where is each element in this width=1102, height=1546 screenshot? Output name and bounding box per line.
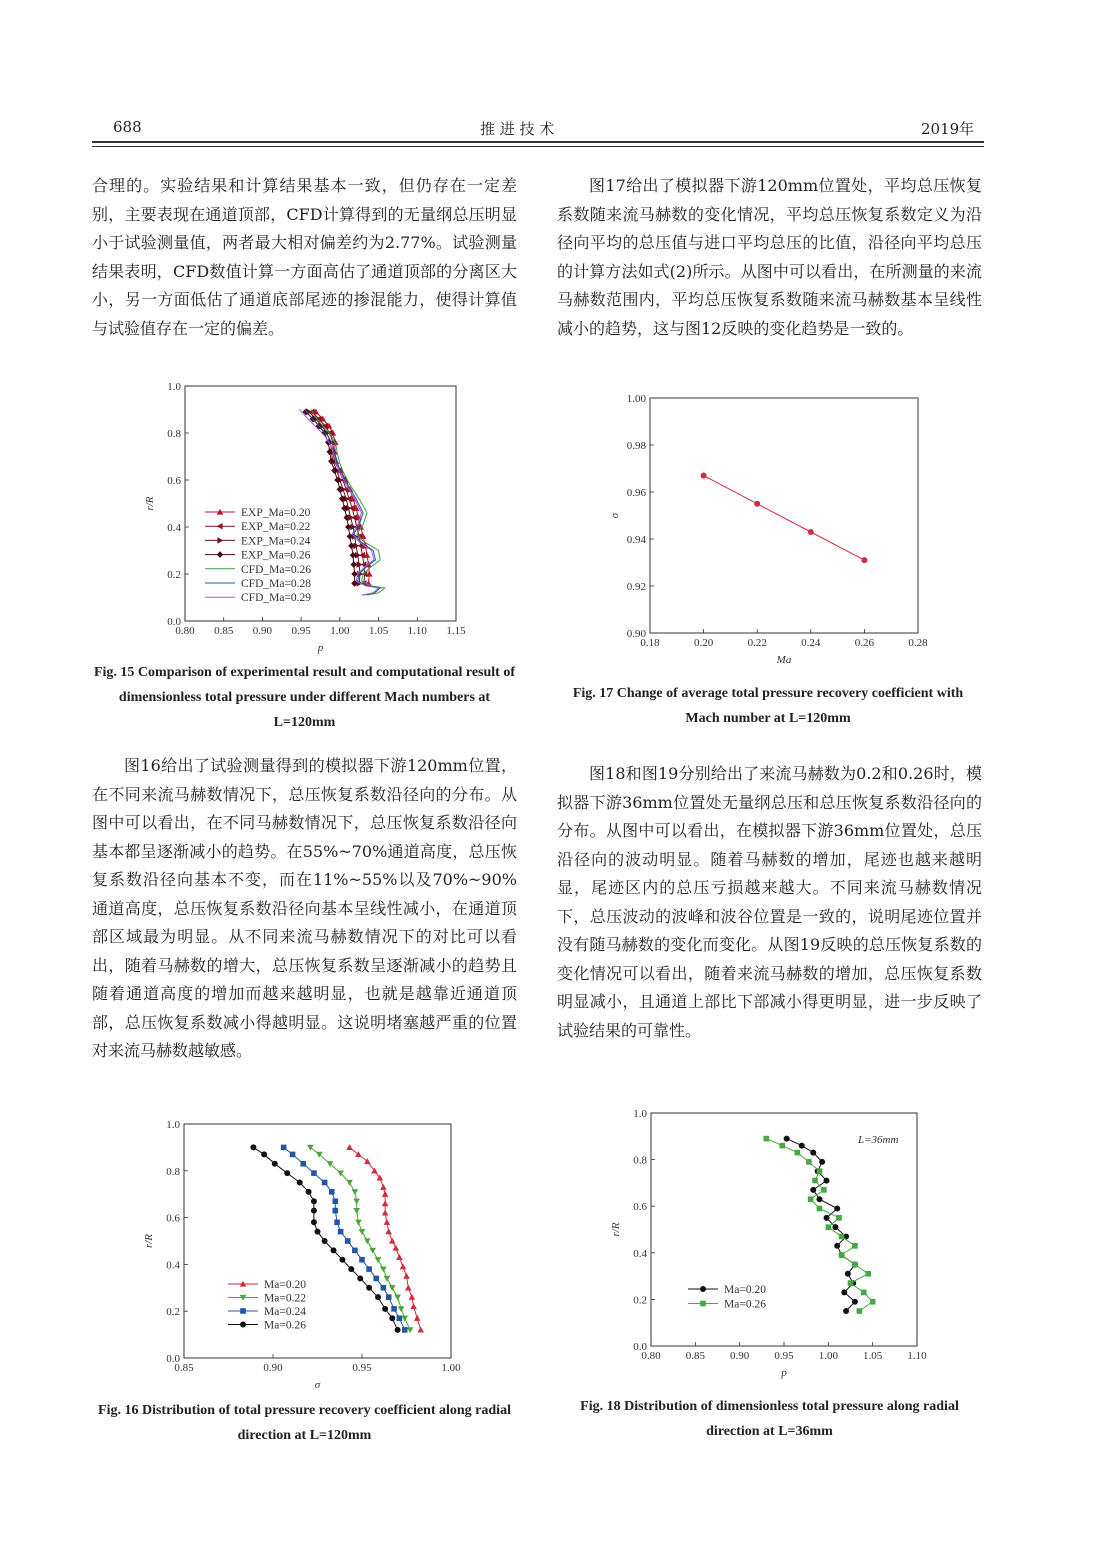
fig16-data-point [322, 1238, 328, 1244]
fig15-legend-label: CFD_Ma=0.28 [241, 578, 312, 590]
fig16-data-point [357, 1275, 363, 1281]
fig16-group [143, 1119, 461, 1391]
fig18-y-tick-label: 0.8 [633, 1154, 647, 1167]
fig16-data-point [375, 1257, 382, 1263]
fig17-y-tick-label: 0.96 [626, 487, 646, 499]
fig16-data-point [389, 1238, 396, 1244]
fig18-data-point [843, 1308, 849, 1314]
fig16-data-point [380, 1184, 387, 1190]
fig16-caption: Fig. 16 Distribution of total pressure recovery coefficient along radial direction at L=120mm [98, 1403, 511, 1443]
fig18-data-point [799, 1143, 805, 1149]
fig15-legend-marker [217, 551, 224, 558]
fig18-data-point [817, 1168, 823, 1174]
fig16-plot-frame [184, 1124, 451, 1358]
fig15-x-tick-label: 0.80 [175, 625, 195, 637]
fig16-data-point [397, 1315, 403, 1321]
fig18-data-point [832, 1224, 838, 1230]
fig18-data-point [852, 1299, 858, 1305]
fig16-data-point [300, 1161, 306, 1167]
fig17-caption: Fig. 17 Change of average total pressure recovery coefficient with Mach number at L=120mm [572, 686, 964, 726]
fig16-data-point [407, 1327, 414, 1333]
fig17-data-point [861, 557, 867, 563]
fig16-data-point [311, 1170, 317, 1176]
fig17-x-tick-label: 0.24 [801, 637, 821, 649]
fig16-data-point [389, 1285, 396, 1291]
fig17-y-tick-label: 0.90 [626, 628, 646, 640]
fig16-data-point [381, 1285, 387, 1291]
fig18-data-point [834, 1243, 840, 1249]
fig18-x-axis-label: p [781, 1367, 787, 1379]
fig16-data-point [272, 1161, 278, 1167]
fig16-data-point [382, 1306, 388, 1312]
fig18-x-tick-label: 1.10 [907, 1350, 927, 1362]
fig16-series-line-0 [350, 1147, 421, 1330]
fig16-data-point [384, 1219, 391, 1225]
fig17-x-tick-label: 0.22 [747, 637, 767, 649]
fig17-y-tick-label: 0.98 [626, 440, 646, 452]
fig16-data-point [297, 1180, 303, 1186]
fig18-data-point [784, 1136, 790, 1142]
fig18-data-point [861, 1290, 867, 1296]
fig15-y-tick-label: 0.8 [167, 428, 181, 440]
fig17-x-tick-label: 0.18 [640, 637, 660, 649]
fig16-data-point [417, 1327, 424, 1333]
fig16-data-point [409, 1294, 416, 1300]
fig18-data-point [839, 1252, 845, 1258]
fig15-legend-label: EXP_Ma=0.22 [241, 521, 311, 534]
fig18-annotation: L=36mm [858, 1134, 899, 1146]
fig16-data-point [366, 1285, 372, 1291]
fig16-data-point [353, 1199, 360, 1205]
fig16-data-point [382, 1210, 389, 1216]
fig16-data-point [389, 1315, 395, 1321]
fig16-data-point [386, 1294, 392, 1300]
fig18-legend-marker [700, 1301, 706, 1307]
fig16-legend-label: Ma=0.26 [264, 1319, 306, 1332]
fig15-legend-label: EXP_Ma=0.20 [241, 507, 311, 519]
fig15-caption: Fig. 15 Comparison of experimental result and computational result of dimensionless total pressure under different Mach numbers at L=120mm [93, 665, 516, 730]
fig16-y-tick-label: 0.6 [166, 1212, 180, 1225]
fig17-group [609, 393, 928, 666]
fig18-data-point [812, 1178, 818, 1184]
fig15-x-tick-label: 0.95 [291, 625, 311, 637]
fig16-data-point [311, 1219, 317, 1225]
fig18-data-point [819, 1159, 825, 1165]
fig16-data-point [339, 1257, 345, 1263]
fig16-data-point [414, 1315, 421, 1321]
fig16-data-point [334, 1219, 340, 1225]
fig16-data-point [352, 1189, 359, 1195]
fig18-data-point [763, 1136, 769, 1142]
fig16-data-point [382, 1200, 389, 1206]
fig16-data-point [364, 1238, 371, 1244]
fig17-y-axis-label: σ [609, 512, 621, 519]
fig15-x-tick-label: 1.10 [407, 625, 427, 637]
fig15-data-point [331, 467, 338, 474]
fig15-legend-label: EXP_Ma=0.24 [241, 535, 311, 548]
fig16-data-point [366, 1266, 372, 1272]
fig16-data-point [401, 1316, 408, 1322]
fig16-data-point [281, 1145, 287, 1151]
fig16-data-point [403, 1273, 410, 1279]
fig15-data-point [350, 561, 357, 568]
year: 2019年 [921, 120, 975, 138]
fig15-legend-label: CFD_Ma=0.26 [241, 563, 312, 576]
fig18-y-tick-label: 1.0 [633, 1108, 647, 1120]
fig16-data-point [284, 1170, 290, 1176]
fig16-data-point [394, 1295, 401, 1301]
fig18-data-point [845, 1271, 851, 1277]
fig17-plot-frame [650, 398, 918, 633]
fig18-data-point [806, 1159, 812, 1165]
fig17-y-tick-label: 0.92 [626, 581, 646, 593]
fig18-y-tick-label: 0.6 [633, 1201, 647, 1214]
fig15-series-line-1 [312, 412, 365, 584]
fig18-x-tick-label: 0.80 [641, 1350, 661, 1362]
fig16-data-point [346, 1144, 353, 1150]
fig16-data-point [311, 1208, 317, 1214]
fig16-data-point [375, 1294, 381, 1300]
fig18-data-point [817, 1206, 823, 1212]
fig15-y-tick-label: 0.0 [167, 616, 181, 628]
fig16-x-tick-label: 1.00 [441, 1362, 461, 1374]
fig18-data-point [779, 1143, 785, 1149]
fig16-data-point [369, 1248, 376, 1254]
fig18-legend-marker [700, 1286, 706, 1292]
fig16-x-tick-label: 0.85 [174, 1362, 194, 1374]
fig18-legend-label: Ma=0.26 [724, 1298, 766, 1311]
fig15-y-tick-label: 1.0 [167, 381, 181, 393]
fig15-series-line-6 [300, 410, 379, 596]
fig16-data-point [410, 1303, 417, 1309]
fig18-y-tick-label: 0.4 [633, 1247, 647, 1260]
fig16-legend-label: Ma=0.20 [264, 1279, 306, 1291]
fig16-x-axis-label: σ [314, 1379, 321, 1391]
fig18-data-point [865, 1271, 871, 1277]
fig18-data-point [808, 1196, 814, 1202]
fig15-x-tick-label: 0.90 [252, 625, 273, 637]
fig16-data-point [311, 1198, 317, 1204]
fig18-y-axis-label: r/R [610, 1222, 622, 1237]
fig16-data-point [395, 1327, 401, 1333]
fig16-data-point [405, 1285, 412, 1291]
fig18-data-point [810, 1150, 816, 1156]
fig18-x-tick-label: 0.90 [730, 1350, 750, 1362]
fig15-x-tick-label: 1.05 [368, 625, 389, 637]
fig18-data-point [870, 1299, 876, 1305]
fig16-data-point [315, 1229, 321, 1235]
fig16-data-point [348, 1266, 354, 1272]
fig18-data-point [852, 1262, 858, 1268]
fig16-data-point [380, 1266, 387, 1272]
fig16-data-point [391, 1306, 397, 1312]
fig17-data-point [808, 529, 814, 535]
fig18-x-tick-label: 1.00 [818, 1350, 838, 1362]
fig16-y-axis-label: r/R [143, 1233, 155, 1249]
fig16-data-point [333, 1198, 339, 1204]
fig16-y-tick-label: 0.4 [166, 1259, 180, 1272]
fig17-series-line-0 [704, 476, 865, 560]
fig18-data-point [834, 1206, 840, 1212]
fig16-data-point [373, 1276, 379, 1282]
fig16-data-point [393, 1245, 400, 1251]
fig15-data-point [334, 477, 341, 484]
fig16-y-tick-label: 0.0 [166, 1353, 180, 1365]
fig16-data-point [322, 1180, 328, 1186]
paragraph-right-mid: 图18和图19分别给出了来流马赫数为0.2和0.26时，模拟器下游36mm位置处无量纲总压和总压恢复系数沿径向的分布。从图中可以看出，在模拟器下游36mm位置处，总压沿径向的波动明显。随着马赫数的增加，尾迹也越来越明显，尾迹区内的总压亏损越来越大。不同来流马赫数情况下，总压波动的波峰和波谷位置是一致的，说明尾迹位置并没有随马赫数的变化而变化。从图19反映的总压恢复系数的变化情况可以看出，随着来流马赫数的增加，总压恢复系数明显减小，且通道上部比下部减小得更明显，进一步反映了试验结果的可靠性。 [557, 764, 982, 1040]
fig16-y-tick-label: 1.0 [166, 1119, 180, 1131]
fig18-data-point [826, 1224, 832, 1230]
fig17-data-point [754, 501, 760, 507]
fig16-legend-marker [240, 1322, 246, 1328]
fig16-data-point [384, 1276, 391, 1282]
fig16-data-point [400, 1263, 407, 1269]
fig18-data-point [824, 1178, 830, 1184]
fig15-y-axis-label: r/R [144, 496, 156, 511]
fig17-data-point [701, 473, 707, 479]
fig15-y-tick-label: 0.6 [167, 475, 181, 487]
fig18-legend-label: Ma=0.20 [724, 1284, 766, 1296]
fig18-data-point [816, 1196, 822, 1202]
fig16-data-point [290, 1152, 296, 1158]
journal-name: 推 进 技 术 [480, 120, 555, 138]
fig18-data-point [839, 1234, 845, 1240]
fig15-series-line-4 [311, 410, 385, 596]
fig18-x-tick-label: 0.85 [685, 1350, 705, 1362]
fig15-legend-marker [217, 523, 223, 530]
fig16-y-tick-label: 0.8 [166, 1165, 180, 1178]
fig18-data-point [848, 1280, 854, 1286]
paragraph-right-top: 图17给出了模拟器下游120mm位置处，平均总压恢复系数随来流马赫数的变化情况，平均总压恢复系数定义为沿径向平均的总压值与进口平均总压的比值，沿径向平均总压的计算方法如式(2)所示。从图中可以看出，在所测量的来流马赫数范围内，平均总压恢复系数随来流马赫数基本呈线性减小的趋势，这与图12反映的变化趋势是一致的。 [557, 176, 982, 338]
fig16-data-point [346, 1180, 353, 1186]
fig18-y-tick-label: 0.2 [633, 1294, 647, 1307]
fig15-legend-label: CFD_Ma=0.29 [241, 592, 312, 605]
fig18-y-tick-label: 0.0 [633, 1341, 647, 1353]
fig18-x-tick-label: 1.05 [863, 1350, 883, 1362]
fig15-x-axis-label: p [317, 642, 324, 654]
fig16-data-point [355, 1220, 362, 1226]
fig16-data-point [331, 1247, 337, 1253]
fig17-y-tick-label: 0.94 [626, 534, 646, 546]
fig15-y-tick-label: 0.4 [167, 522, 181, 534]
fig17-x-tick-label: 0.20 [693, 637, 714, 649]
fig16-legend-label: Ma=0.24 [264, 1306, 306, 1318]
fig16-data-point [396, 1254, 403, 1260]
fig17-x-axis-label: Ma [776, 654, 792, 666]
fig16-data-point [345, 1238, 351, 1244]
fig16-x-tick-label: 0.95 [352, 1362, 372, 1374]
fig16-legend-label: Ma=0.22 [264, 1292, 306, 1305]
fig18-data-point [795, 1150, 801, 1156]
fig15-x-tick-label: 1.15 [446, 625, 466, 637]
fig18-data-point [824, 1215, 830, 1221]
fig15-group [144, 381, 466, 654]
fig16-data-point [333, 1208, 339, 1214]
fig17-y-tick-label: 1.00 [626, 393, 646, 405]
paragraph-left-mid: 图16给出了试验测量得到的模拟器下游120mm位置，在不同来流马赫数情况下，总压恢复系数沿径向的分布。从图中可以看出，在不同马赫数情况下，总压恢复系数沿径向基本都呈逐渐减小的趋势。在55%~70%通道高度，总压恢复系数沿径向基本不变，而在11%~55%以及70%~90%通道高度，总压恢复系数沿径向基本呈线性减小，在通道顶部区域最为明显。从不同来流马赫数情况下的对比可以看出，随着马赫数的增大，总压恢复系数呈逐渐减小的趋势且随着通道高度的增加而越来越明显，也就是越靠近通道顶部，总压恢复系数减小得越明显。这说明堵塞越严重的位置对来流马赫数越敏感。 [92, 756, 517, 1060]
fig16-data-point [352, 1248, 358, 1254]
fig16-data-point [359, 1257, 365, 1263]
page-number: 688 [113, 118, 142, 136]
fig16-data-point [338, 1229, 344, 1235]
fig18-data-point [821, 1187, 827, 1193]
fig16-x-tick-label: 0.90 [263, 1362, 283, 1374]
fig16-data-point [250, 1144, 256, 1150]
fig15-x-tick-label: 0.85 [214, 625, 234, 637]
fig15-y-tick-label: 0.2 [167, 569, 181, 581]
fig18-group [610, 1108, 927, 1379]
fig18-data-point [836, 1215, 842, 1221]
fig18-data-point [857, 1308, 863, 1314]
fig18-data-point [852, 1243, 858, 1249]
fig16-data-point [261, 1151, 267, 1157]
fig15-legend-marker [217, 537, 223, 544]
fig15-x-tick-label: 1.00 [330, 625, 350, 637]
fig17-x-tick-label: 0.26 [854, 637, 875, 649]
fig18-series-line-1 [766, 1139, 872, 1311]
fig16-data-point [402, 1327, 408, 1333]
fig16-data-point [385, 1228, 392, 1234]
fig16-data-point [359, 1229, 366, 1235]
fig16-y-tick-label: 0.2 [166, 1306, 180, 1319]
fig16-data-point [329, 1189, 335, 1195]
fig18-x-tick-label: 0.95 [774, 1350, 794, 1362]
fig18-data-point [841, 1289, 847, 1295]
paragraph-left-top: 合理的。实验结果和计算结果基本一致，但仍存在一定差别，主要表现在通道顶部，CFD计算得到的无量纲总压明显小于试验测量值，两者最大相对偏差约为2.77%。试验测量结果表明，CFD数值计算一方面高估了通道顶部的分离区大小，另一方面低估了通道底部尾迹的掺混能力，使得计算值与试验值存在一定的偏差。 [92, 176, 517, 338]
fig15-legend-label: EXP_Ma=0.26 [241, 549, 311, 562]
fig16-data-point [398, 1306, 405, 1312]
fig16-data-point [306, 1189, 312, 1195]
fig18-caption: Fig. 18 Distribution of dimensionless total pressure along radial direction at L=36mm [580, 1399, 959, 1439]
fig18-data-point [810, 1187, 816, 1193]
fig16-data-point [382, 1191, 389, 1197]
fig17-x-tick-label: 0.28 [908, 637, 928, 649]
fig16-legend-marker [240, 1308, 246, 1314]
fig16-data-point [353, 1208, 360, 1214]
